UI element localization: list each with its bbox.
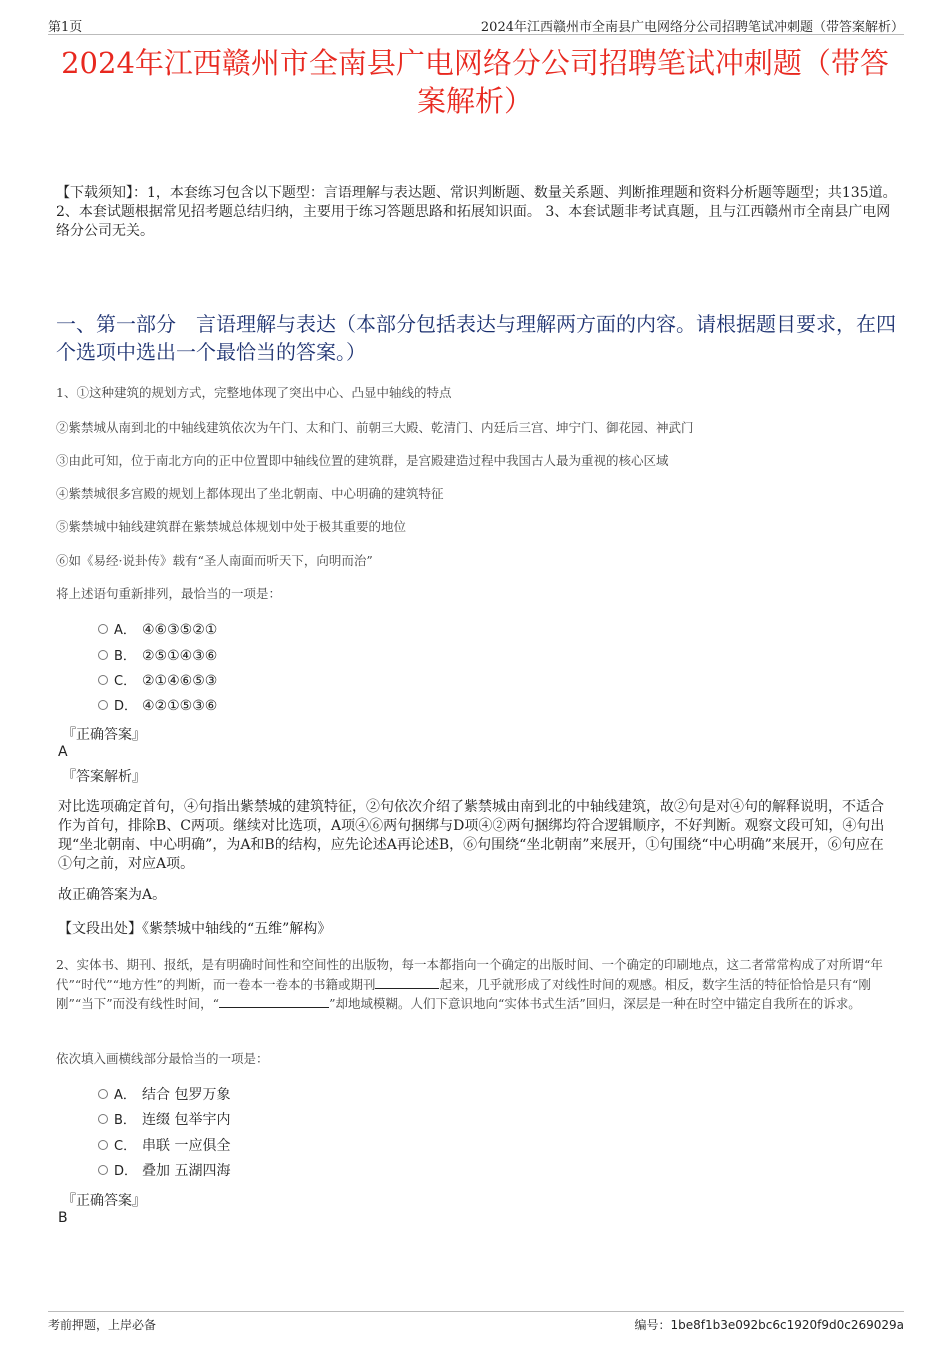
- section-title: 一、第一部分 言语理解与表达（本部分包括表达与理解两方面的内容。请根据题目要求，在四个选项中选出一个最恰当的答案。）: [56, 312, 896, 364]
- q1-stem-line: 1、①这种建筑的规划方式，完整地体现了突出中心、凸显中轴线的特点: [56, 385, 452, 400]
- q2-option-b[interactable]: B． 连缀 包举宇内: [98, 1110, 230, 1130]
- q1-analysis-label: 『答案解析』: [62, 769, 146, 785]
- radio-icon[interactable]: [98, 1140, 108, 1150]
- page-footer: [48, 1311, 904, 1336]
- q2-option-d[interactable]: D． 叠加 五湖四海: [98, 1161, 230, 1181]
- q1-conclusion: 故正确答案为A。: [58, 887, 167, 903]
- radio-icon[interactable]: [98, 624, 108, 634]
- page-number: 第1页: [48, 20, 83, 35]
- q2-prompt: 依次填入画横线部分最恰当的一项是：: [56, 1051, 269, 1066]
- radio-icon[interactable]: [98, 1165, 108, 1175]
- header-doc-title: 2024年江西赣州市全南县广电网络分公司招聘笔试冲刺题（带答案解析）: [480, 20, 904, 35]
- q2-answer-label: 『正确答案』: [62, 1193, 146, 1209]
- q2-option-a[interactable]: A． 结合 包罗万象: [98, 1085, 230, 1105]
- fill-blank-2: [219, 995, 329, 1008]
- q1-stem-line: ③由此可知，位于南北方向的正中位置即中轴线位置的建筑群，是宫殿建造过程中我国古人最为重视的核心区域: [56, 453, 669, 468]
- document-title: 2024年江西赣州市全南县广电网络分公司招聘笔试冲刺题（带答案解析）: [61, 46, 889, 118]
- radio-icon[interactable]: [98, 1114, 108, 1124]
- download-notice: 【下载须知】：1，本套练习包含以下题型：言语理解与表达题、常识判断题、数量关系题、判断推理题和资料分析题等题型；共135道。 2、本套试题根据常见招考题总结归纳，主要用于练习答题思路和拓展知识面。 3、本套试题非考试真题，且与江西赣州市全南县广电网络分公司无关。: [56, 185, 897, 239]
- footer-code: 编号：1be8f1b3e092bc6c1920f9d0c269029a: [634, 1318, 904, 1332]
- q1-stem-line: ⑤紫禁城中轴线建筑群在紫禁城总体规划中处于极其重要的地位: [56, 519, 407, 534]
- q1-stem-line: ④紫禁城很多宫殿的规划上都体现出了坐北朝南、中心明确的建筑特征: [56, 486, 444, 501]
- page-header: [48, 14, 904, 35]
- q1-prompt: 将上述语句重新排列，最恰当的一项是：: [56, 586, 282, 601]
- q2-option-c[interactable]: C． 串联 一应俱全: [98, 1136, 230, 1156]
- q1-source: 【文段出处】《紫禁城中轴线的“五维”解构》: [58, 921, 332, 937]
- q1-option-b[interactable]: B． ②⑤①④③⑥: [98, 646, 217, 666]
- q2-answer: B: [58, 1210, 68, 1226]
- radio-icon[interactable]: [98, 700, 108, 710]
- q1-option-c[interactable]: C． ②①④⑥⑤③: [98, 671, 217, 691]
- q1-answer: A: [58, 744, 68, 760]
- q1-option-a[interactable]: A． ④⑥③⑤②①: [98, 620, 217, 640]
- radio-icon[interactable]: [98, 650, 108, 660]
- footer-slogan: 考前押题，上岸必备: [48, 1318, 157, 1332]
- q1-analysis: 对比选项确定首句，④句指出紫禁城的建筑特征，②句依次介绍了紫禁城由南到北的中轴线建筑，故②句是对④句的解释说明，不适合作为首句，排除B、C两项。继续对比选项，A项④⑥两句捆绑与D项④②两句捆绑均符合逻辑顺序，不好判断。观察文段可知，④句出现“坐北朝南、中心明确”，为A和B的结构，应先论述A再论述B，⑥句围绕“坐北朝南”来展开，①句围绕“中心明确”来展开，⑥句应在①句之前，对应A项。: [58, 799, 885, 872]
- q2-stem: 2、实体书、期刊、报纸，是有明确时间性和空间性的出版物，每一本都指向一个确定的出版时间、一个确定的印刷地点，这二者常常构成了对所谓“年代”“时代”“地方性”的判断，而一卷本一卷本的书籍或期刊 起来，几乎就形成了对线性时间的观感。相反，数字生活的特征恰恰是只有“刚刚”“当下”而没有线性时间，“ ”却地域模糊。人们下意识地向“实体书式生活”回归，深层是一种在时空中锚定自我所在的诉求。: [56, 957, 883, 1011]
- q1-option-d[interactable]: D． ④②①⑤③⑥: [98, 696, 217, 716]
- radio-icon[interactable]: [98, 1089, 108, 1099]
- q1-stem-line: ⑥如《易经·说卦传》载有“圣人南面而听天下，向明而治”: [56, 553, 373, 568]
- q1-stem-line: ②紫禁城从南到北的中轴线建筑依次为午门、太和门、前朝三大殿、乾清门、内廷后三宫、坤宁门、御花园、神武门: [56, 420, 694, 435]
- radio-icon[interactable]: [98, 675, 108, 685]
- q1-answer-label: 『正确答案』: [62, 727, 146, 743]
- fill-blank-1: [375, 976, 439, 989]
